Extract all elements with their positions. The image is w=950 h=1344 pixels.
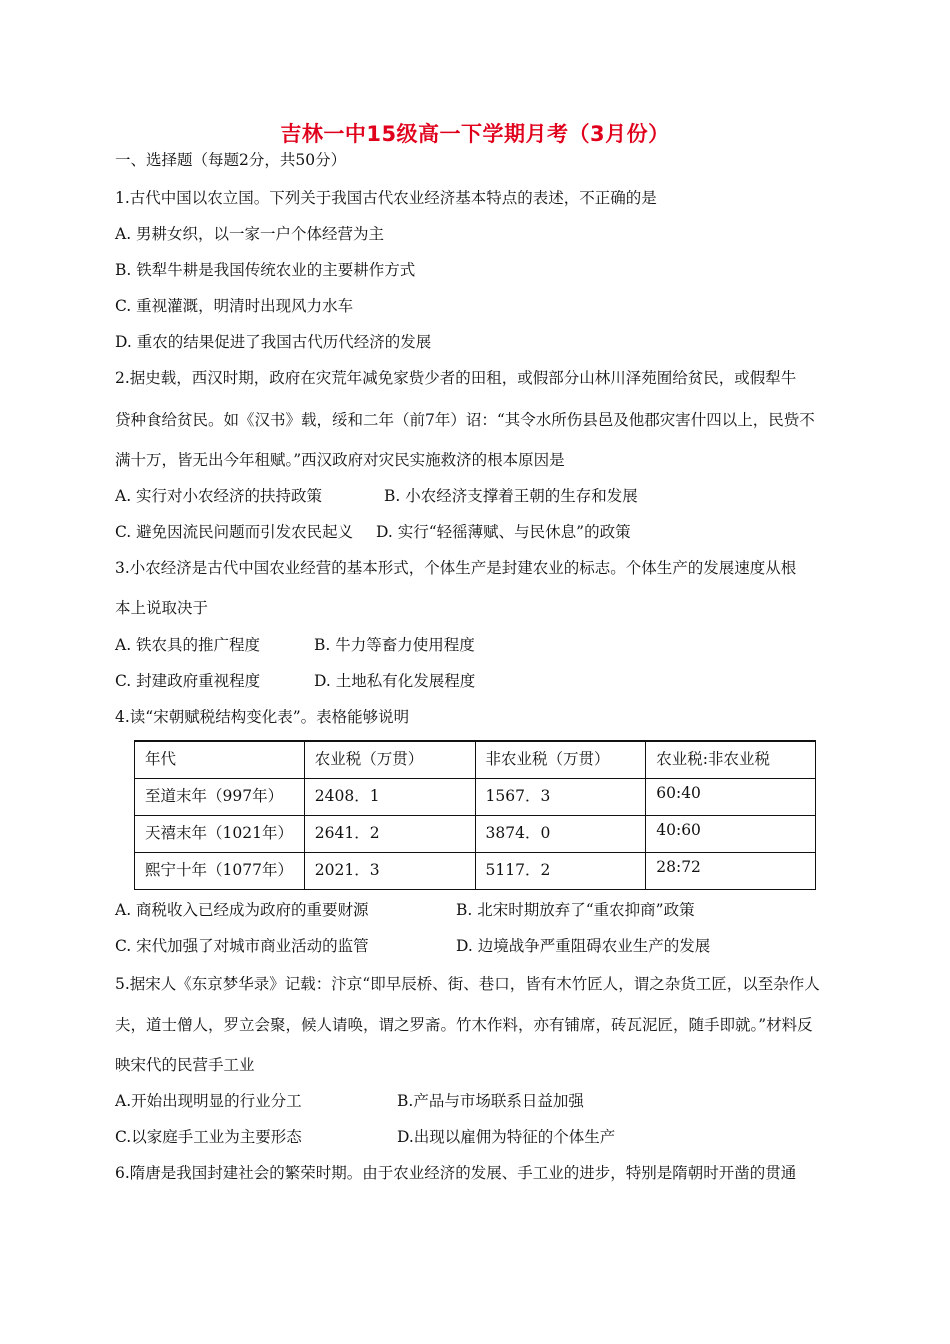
question-2-stem-line1: 2.据史载，西汉时期，政府在灾荒年减免家赀少者的田租，或假部分山林川泽苑囿给贫民，或假犁牛: [115, 369, 797, 387]
table-header-cell: 非农业税（万贯）: [475, 741, 646, 778]
table-cell: 3874．0: [475, 815, 646, 852]
question-4-option-c: C. 宋代加强了对城市商业活动的监管: [115, 937, 369, 955]
question-2-stem-line3: 满十万，皆无出今年租赋。”西汉政府对灾民实施救济的根本原因是: [115, 451, 565, 469]
question-5-option-d: D.出现以雇佣为特征的个体生产: [397, 1128, 616, 1146]
table-cell: 熙宁十年（1077年）: [135, 852, 305, 889]
question-5-stem-line1: 5.据宋人《东京梦华录》记载：汴京“即早辰桥、街、巷口，皆有木竹匠人，谓之杂货工匠，以至杂作人: [115, 975, 820, 993]
question-1-stem: 1.古代中国以农立国。下列关于我国古代农业经济基本特点的表述，不正确的是: [115, 189, 657, 207]
table-header-cell: 农业税（万贯）: [304, 741, 475, 778]
question-3-option-a: A. 铁农具的推广程度: [115, 636, 261, 654]
question-4-stem: 4.读“宋朝赋税结构变化表”。表格能够说明: [115, 708, 410, 726]
question-4-option-d: D. 边境战争严重阻碍农业生产的发展: [456, 937, 711, 955]
question-2-option-d: D. 实行“轻徭薄赋、与民休息”的政策: [376, 523, 631, 541]
table-header-cell: 年代: [135, 741, 305, 778]
question-1-option-a: A. 男耕女织，以一家一户个体经营为主: [115, 225, 385, 243]
question-3-option-d: D. 土地私有化发展程度: [314, 672, 476, 690]
table-cell: 28:72: [646, 852, 816, 889]
table-cell: 1567．3: [475, 778, 646, 815]
table-cell: 2408．1: [304, 778, 475, 815]
question-1-option-b: B. 铁犁牛耕是我国传统农业的主要耕作方式: [115, 261, 416, 279]
section-heading: 一、选择题（每题2分，共50分）: [115, 151, 347, 169]
question-5-option-a: A.开始出现明显的行业分工: [115, 1092, 302, 1110]
question-2-option-c: C. 避免因流民问题而引发农民起义: [115, 523, 354, 541]
question-4-option-a: A. 商税收入已经成为政府的重要财源: [115, 901, 369, 919]
question-5-stem-line2: 夫，道士僧人，罗立会聚，候人请唤，谓之罗斋。竹木作料，亦有铺席，砖瓦泥匠，随手即就。”材料反: [115, 1016, 813, 1034]
table-header-cell: 农业税:非农业税: [646, 741, 816, 778]
question-3-stem-line2: 本上说取决于: [115, 599, 209, 617]
question-5-option-b: B.产品与市场联系日益加强: [397, 1092, 584, 1110]
question-6-stem-line1: 6.隋唐是我国封建社会的繁荣时期。由于农业经济的发展、手工业的进步，特别是隋朝时开凿的贯通: [115, 1164, 797, 1182]
question-1-option-c: C. 重视灌溉，明清时出现风力水车: [115, 297, 354, 315]
table-cell: 60:40: [646, 778, 816, 815]
question-2-option-a: A. 实行对小农经济的扶持政策: [115, 487, 323, 505]
question-3-option-b: B. 牛力等畜力使用程度: [314, 636, 475, 654]
table-header-row: [135, 741, 816, 778]
question-5-stem-line3: 映宋代的民营手工业: [115, 1056, 255, 1074]
table-cell: 至道末年（997年）: [135, 778, 305, 815]
question-2-option-b: B. 小农经济支撑着王朝的生存和发展: [384, 487, 638, 505]
question-4-option-b: B. 北宋时期放弃了“重农抑商”政策: [456, 901, 695, 919]
question-3-stem-line1: 3.小农经济是古代中国农业经营的基本形式，个体生产是封建农业的标志。个体生产的发展速度从根: [115, 559, 797, 577]
question-1-option-d: D. 重农的结果促进了我国古代历代经济的发展: [115, 333, 432, 351]
table-row: [135, 778, 816, 815]
tax-structure-table: [134, 740, 816, 890]
table-cell: 5117．2: [475, 852, 646, 889]
table-cell: 天禧末年（1021年）: [135, 815, 305, 852]
table-cell: 2641．2: [304, 815, 475, 852]
question-5-option-c: C.以家庭手工业为主要形态: [115, 1128, 302, 1146]
table-row: [135, 815, 816, 852]
table-row: [135, 852, 816, 889]
question-3-option-c: C. 封建政府重视程度: [115, 672, 261, 690]
page-title: 吉林一中15级高一下学期月考（3月份）: [280, 122, 670, 146]
question-2-stem-line2: 贷种食给贫民。如《汉书》载，绥和二年（前7年）诏：“其令水所伤县邑及他郡灾害什四以上，民赀不: [115, 411, 815, 429]
table-cell: 40:60: [646, 815, 816, 852]
table-cell: 2021．3: [304, 852, 475, 889]
